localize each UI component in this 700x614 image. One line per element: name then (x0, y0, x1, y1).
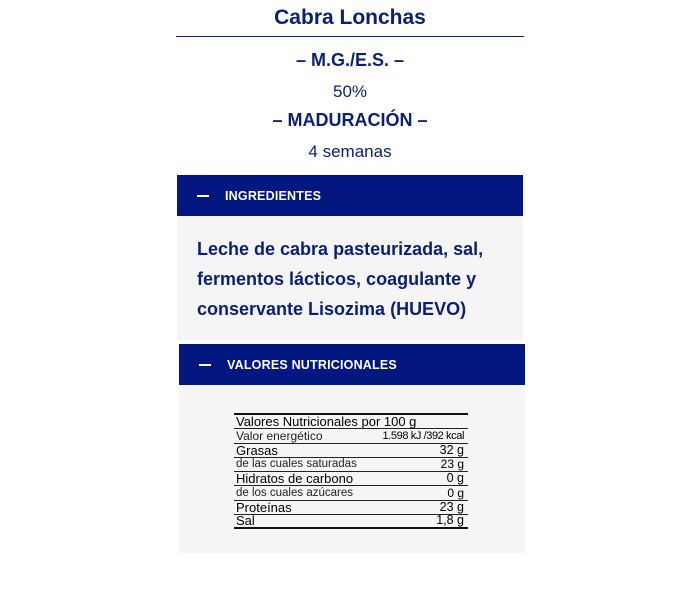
nutrient-label: de las cuales saturadas (236, 458, 357, 471)
ingredients-panel (177, 216, 523, 340)
nutrition-panel (179, 385, 525, 553)
maduracion-label: – MADURACIÓN – (272, 110, 428, 130)
nutrient-value: 1.598 kJ /392 kcal (382, 429, 464, 442)
table-row (234, 458, 468, 472)
nutrient-label: Hidratos de carbono (236, 471, 354, 487)
maduracion-value: 4 semanas (308, 142, 392, 161)
nutrient-value: 23 g (440, 457, 464, 472)
mg-value: 50% (332, 82, 368, 101)
minus-icon (197, 195, 209, 197)
ingredients-accordion-header[interactable] (177, 175, 523, 216)
nutrient-value: 0 g (447, 485, 464, 500)
table-row (234, 515, 468, 529)
nutrient-value: 0 g (446, 471, 464, 486)
table-row (234, 472, 468, 486)
table-row (234, 429, 468, 443)
minus-icon (199, 364, 211, 366)
nutrition-header-label: VALORES NUTRICIONALES (227, 357, 397, 372)
table-row (234, 486, 468, 500)
product-title: Cabra Lonchas (274, 6, 426, 29)
nutrient-value: 23 g (439, 500, 464, 515)
ingredients-header-label: INGREDIENTES (225, 188, 322, 203)
title-divider (176, 36, 524, 37)
nutrient-value: 1,8 g (436, 513, 464, 528)
table-row (234, 444, 468, 458)
nutrient-label: de los cuales azúcares (236, 486, 353, 499)
nutrition-table-title-row (234, 415, 468, 429)
ingredients-text: Leche de cabra pasteurizada, sal, fermentos lácticos, coagulante y conservante Lisozima (HUEVO) (197, 239, 484, 319)
nutrient-value: 32 g (439, 442, 464, 457)
nutrient-label: Grasas (236, 442, 278, 458)
nutrient-label: Proteínas (236, 500, 292, 516)
nutrition-accordion-header[interactable] (179, 344, 525, 385)
nutrient-label: Valor energético (236, 428, 323, 443)
nutrient-label: Sal (236, 513, 255, 529)
nutrition-table-title: Valores Nutricionales por 100 g (236, 414, 417, 430)
nutrition-table (234, 413, 468, 529)
mg-label: – M.G./E.S. – (295, 50, 405, 70)
table-row (234, 501, 468, 515)
